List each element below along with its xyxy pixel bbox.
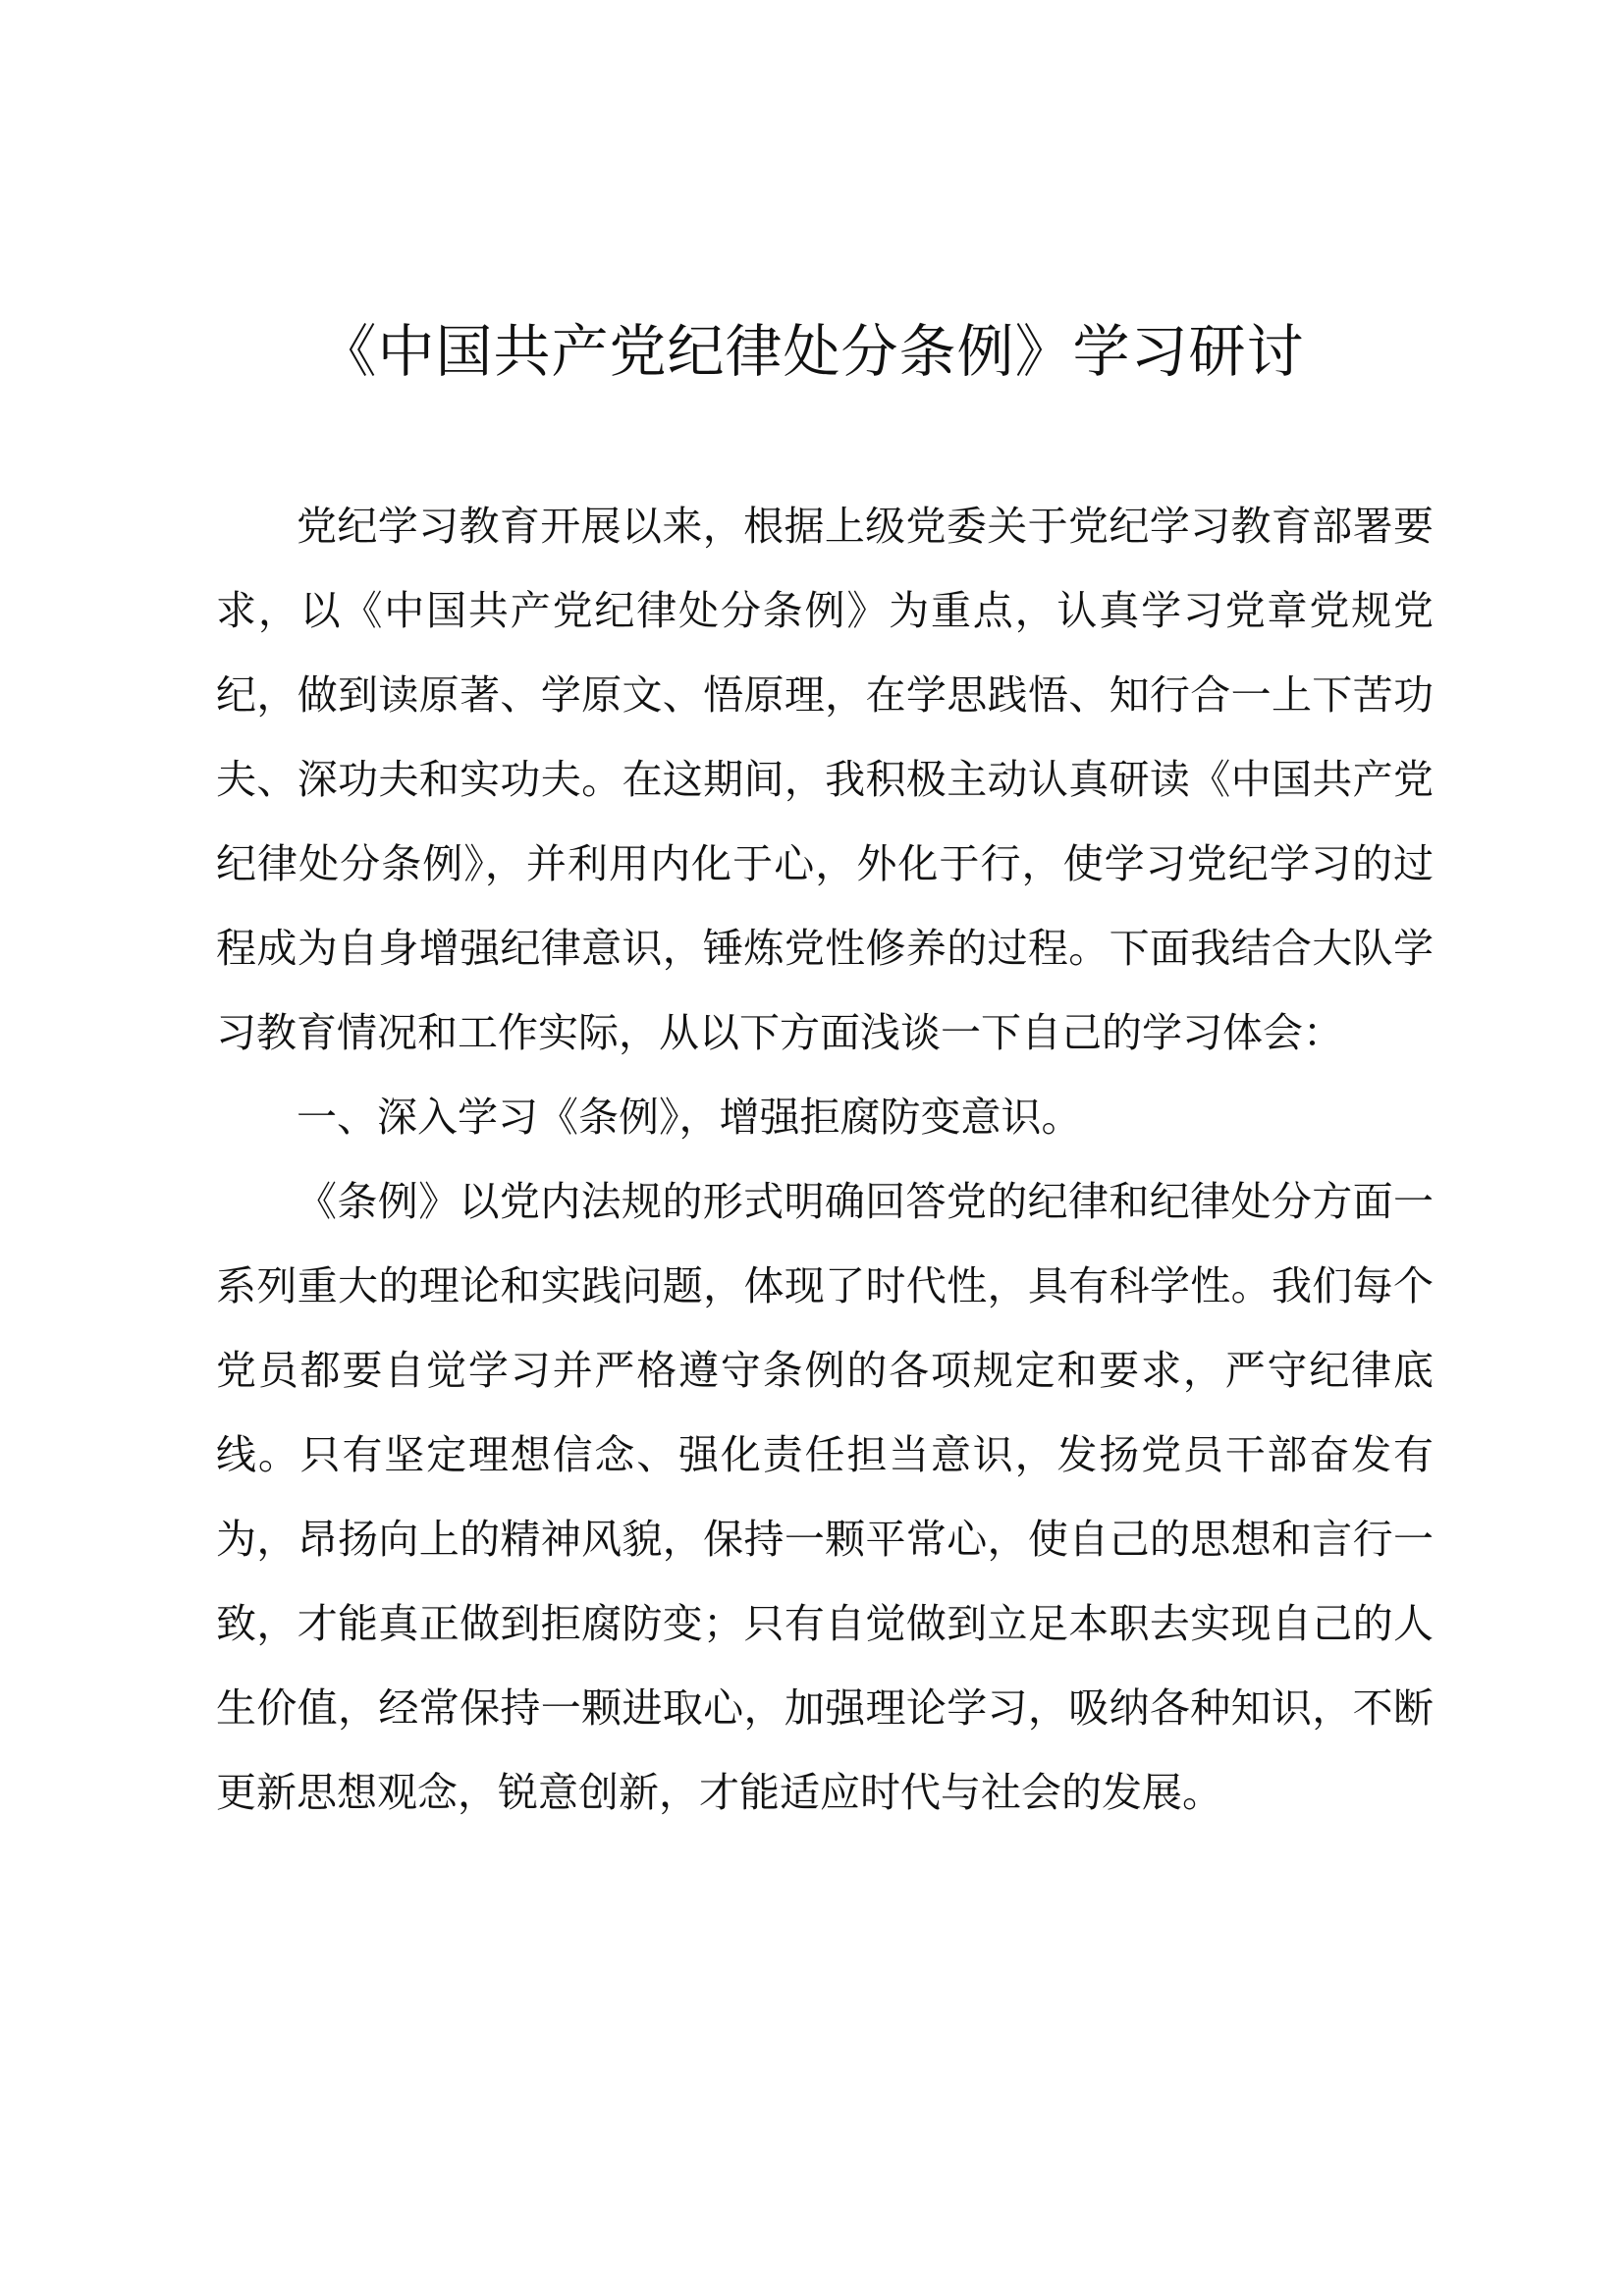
- document-body: [216, 484, 1434, 1835]
- intro-paragraph: 党纪学习教育开展以来，根据上级党委关于党纪学习教育部署要求，以《中国共产党纪律处分条例》为重点，认真学习党章党规党纪，做到读原著、学原文、悟原理，在学思践悟、知行合一上下苦功夫、深功夫和实功夫。在这期间，我积极主动认真研读《中国共产党纪律处分条例》，并利用内化于心，外化于行，使学习党纪学习的过程成为自身增强纪律意识，锤炼党性修养的过程。下面我结合大队学习教育情况和工作实际，从以下方面浅谈一下自己的学习体会：: [216, 503, 1434, 1056]
- document-title: 《中国共产党纪律处分条例》学习研讨: [319, 318, 1305, 385]
- section-heading-1: 一、深入学习《条例》，增强拒腐防变意识。: [297, 1094, 1082, 1141]
- section-paragraph-1: 《条例》以党内法规的形式明确回答党的纪律和纪律处分方面一系列重大的理论和实践问题，体现了时代性，具有科学性。我们每个党员都要自觉学习并严格遵守条例的各项规定和要求，严守纪律底线。只有坚定理想信念、强化责任担当意识，发扬党员干部奋发有为，昂扬向上的精神风貌，保持一颗平常心，使自己的思想和言行一致，才能真正做到拒腐防变；只有自觉做到立足本职去实现自己的人生价值，经常保持一颗进取心，加强理论学习，吸纳各种知识，不断更新思想观念，锐意创新，才能适应时代与社会的发展。: [216, 1178, 1434, 1816]
